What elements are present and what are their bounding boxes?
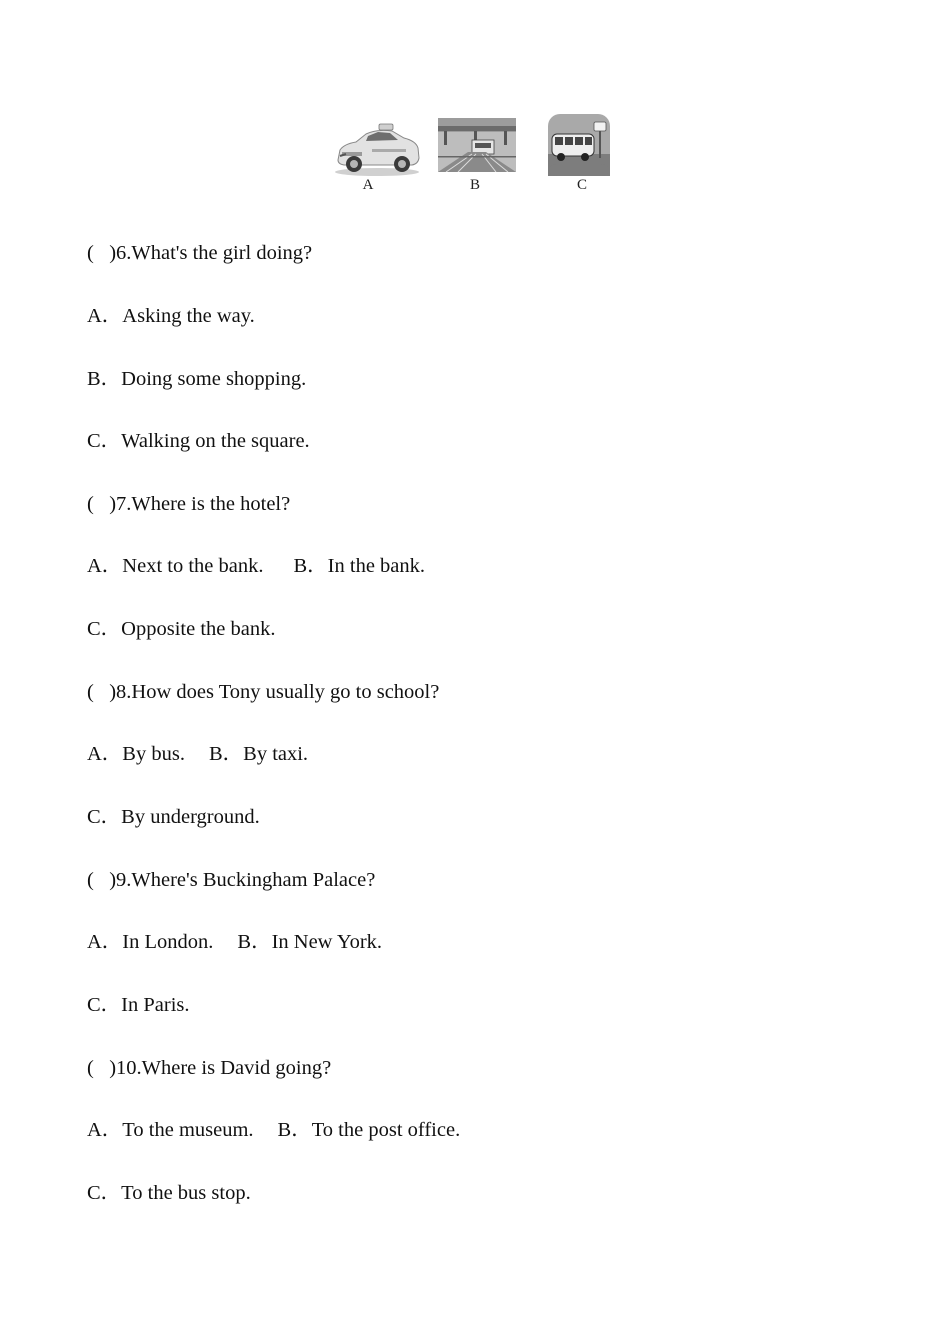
- question-8-option-a: A．By bus.: [87, 743, 185, 765]
- question-8-option-c: C．By underground.: [87, 806, 260, 828]
- picture-c-label: C: [576, 177, 587, 193]
- question-10-options-ab: [87, 1118, 460, 1142]
- question-6-prompt: ( )6.What's the girl doing?: [87, 242, 313, 264]
- question-6-option-b: B．Doing some shopping.: [87, 368, 307, 390]
- train-station-icon: [438, 118, 516, 172]
- question-10-option-a: A．To the museum.: [87, 1119, 254, 1141]
- question-8-options-ab: [87, 742, 308, 766]
- question-6-option-c: C．Walking on the square.: [87, 430, 310, 452]
- taxi-car-icon: [332, 112, 422, 178]
- picture-options: [0, 112, 950, 202]
- question-9-option-a: A．In London.: [87, 931, 214, 953]
- question-7-options-ab: [87, 554, 425, 578]
- question-10-option-c: C．To the bus stop.: [87, 1182, 251, 1204]
- picture-c: [548, 114, 610, 176]
- picture-a-label: A: [362, 177, 374, 193]
- picture-a: [332, 112, 422, 178]
- bus-stop-icon: [548, 114, 610, 176]
- question-7-prompt: ( )7.Where is the hotel?: [87, 493, 291, 515]
- question-7-option-b: B．In the bank.: [293, 555, 426, 577]
- question-10-prompt: ( )10.Where is David going?: [87, 1057, 332, 1079]
- question-9-options-ab: [87, 930, 382, 954]
- question-8-prompt: ( )8.How does Tony usually go to school?: [87, 681, 440, 703]
- question-10-option-b: B．To the post office.: [277, 1119, 461, 1141]
- question-9-option-b: B．In New York.: [237, 931, 383, 953]
- question-8-option-b: B．By taxi.: [208, 743, 309, 765]
- question-7-option-a: A．Next to the bank.: [87, 555, 264, 577]
- question-9-option-c: C．In Paris.: [87, 994, 190, 1016]
- question-7-option-c: C．Opposite the bank.: [87, 618, 276, 640]
- picture-b: [438, 118, 516, 172]
- question-9-prompt: ( )9.Where's Buckingham Palace?: [87, 869, 376, 891]
- picture-b-label: B: [469, 177, 480, 193]
- question-6-option-a: A．Asking the way.: [87, 305, 255, 327]
